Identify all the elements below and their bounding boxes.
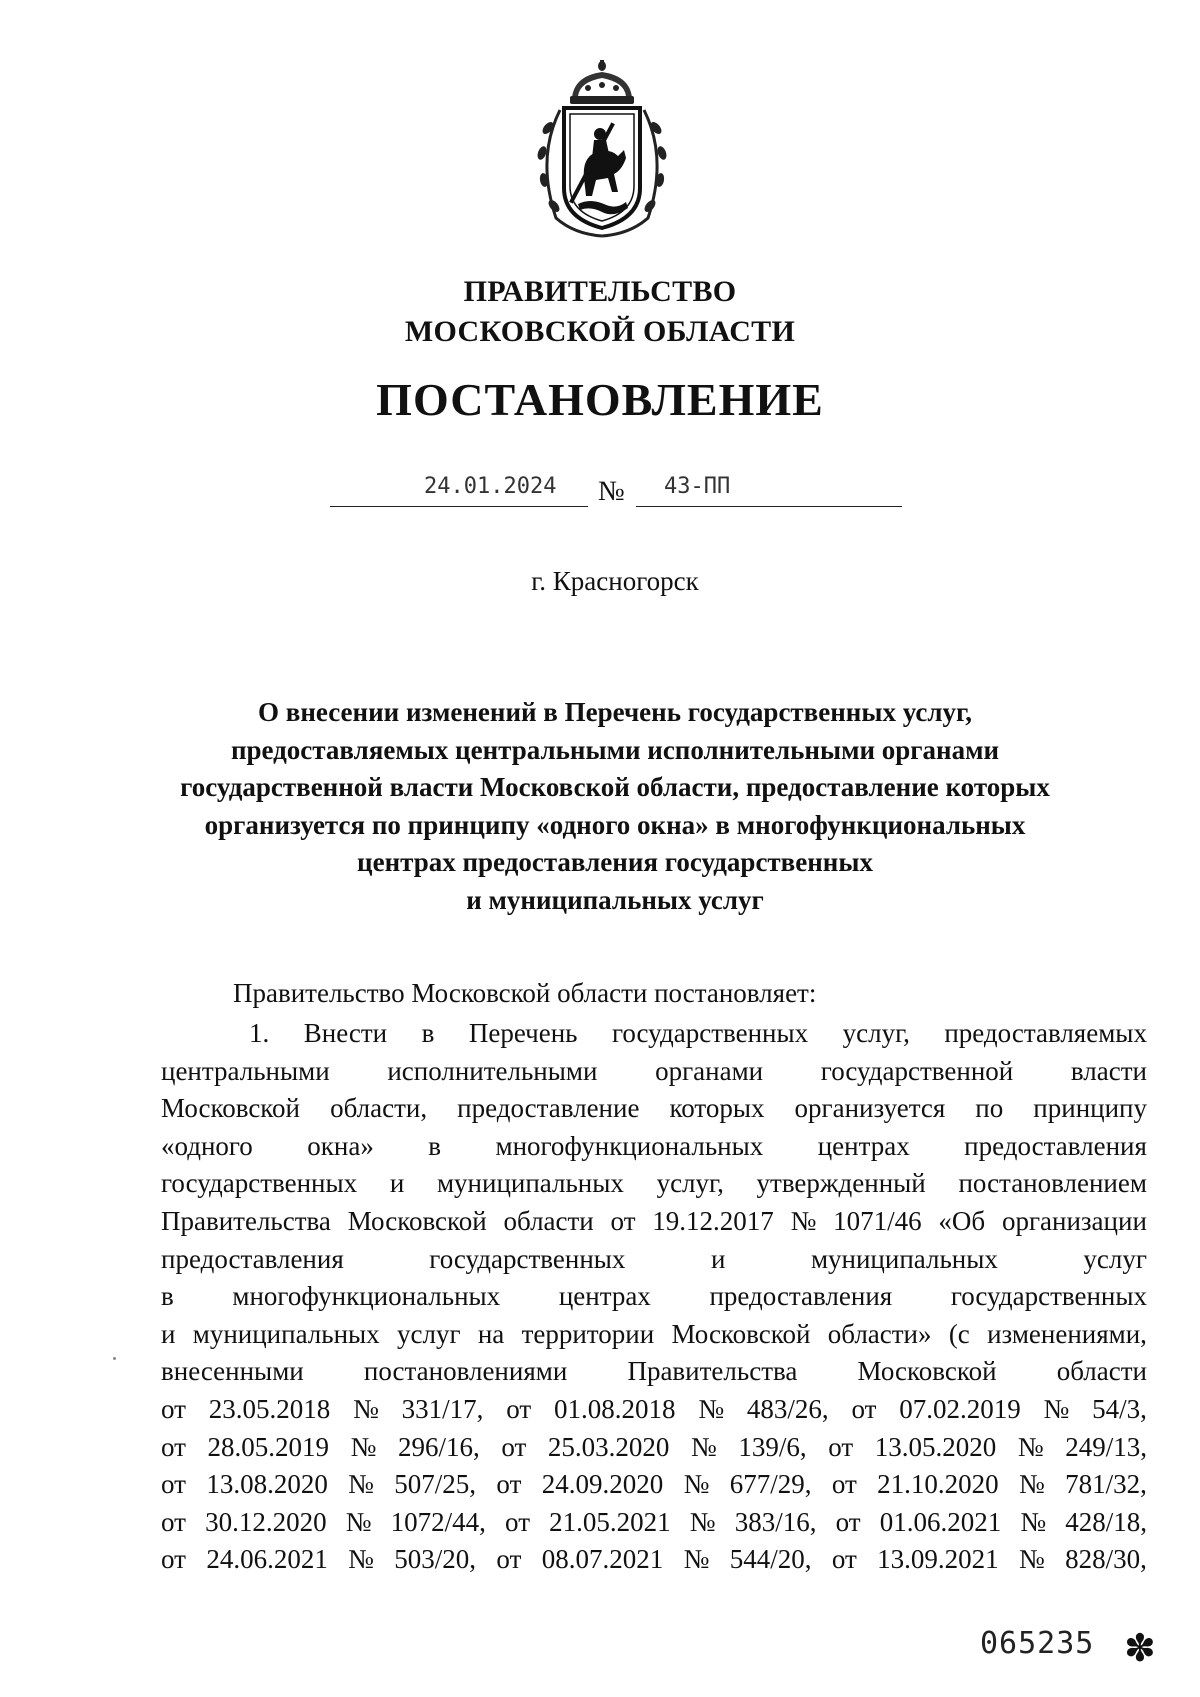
document-type-heading: ПОСТАНОВЛЕНИЕ bbox=[376, 374, 824, 425]
body-word: 21.10.2020 bbox=[877, 1469, 999, 1500]
subject-line: О внесении изменений в Перечень государственных услуг, bbox=[258, 697, 972, 727]
body-word: 1072/44, bbox=[390, 1506, 486, 1537]
body-word: № bbox=[698, 1393, 725, 1424]
body-word: и bbox=[161, 1318, 176, 1349]
body-word: центрах bbox=[558, 1281, 651, 1312]
body-word: 08.07.2021 bbox=[541, 1544, 664, 1575]
body-line bbox=[161, 1241, 1147, 1279]
body-word: центральными bbox=[161, 1055, 330, 1086]
body-word: № bbox=[1017, 1431, 1044, 1462]
body-word: (с bbox=[948, 1318, 970, 1349]
subject-line: предоставляемых центральными исполнительными органами bbox=[230, 734, 1000, 765]
body-word: многофункциональных bbox=[495, 1130, 764, 1161]
subject-line: центрах предоставления государственных bbox=[357, 847, 873, 877]
body-line bbox=[161, 1391, 1147, 1429]
subject-line: организуется по принципу «одного окна» в многофункциональных bbox=[204, 809, 1026, 840]
body-word: в bbox=[161, 1281, 174, 1312]
body-word: предоставление bbox=[457, 1093, 640, 1124]
body-line bbox=[161, 1466, 1147, 1504]
body-word: государственных bbox=[950, 1281, 1147, 1312]
body-word: которых bbox=[669, 1093, 765, 1124]
body-word: 507/25, bbox=[394, 1469, 477, 1500]
body-word: Перечень bbox=[468, 1018, 578, 1048]
body-word: Правительства bbox=[627, 1356, 798, 1387]
body-line bbox=[161, 1090, 1147, 1128]
body-word: 781/32, bbox=[1065, 1469, 1147, 1500]
body-word: организации bbox=[1001, 1205, 1147, 1236]
body-word: 01.08.2018 bbox=[554, 1393, 676, 1424]
body-word: многофункциональных bbox=[232, 1281, 501, 1312]
body-word: государственных bbox=[429, 1243, 626, 1274]
subject-line: государственной власти Московской области, предоставление которых bbox=[180, 772, 1050, 802]
body-word: от bbox=[161, 1544, 186, 1575]
body-word: «одного bbox=[161, 1130, 253, 1161]
body-line bbox=[161, 1353, 1147, 1391]
body-word: от bbox=[505, 1506, 530, 1537]
body-word: области» bbox=[827, 1318, 932, 1349]
body-line bbox=[161, 1316, 1147, 1354]
body-word: Московской bbox=[857, 1356, 997, 1387]
body-line bbox=[161, 1203, 1147, 1241]
body-line bbox=[161, 1128, 1147, 1166]
body-word: № bbox=[1020, 1506, 1047, 1537]
asterisk-star-icon: ✽ bbox=[1124, 1626, 1156, 1670]
body-word: 1071/46 bbox=[833, 1205, 922, 1236]
body-word: 19.12.2017 bbox=[652, 1205, 774, 1236]
body-word: 21.05.2021 bbox=[549, 1506, 671, 1537]
body-word: от bbox=[501, 1431, 527, 1462]
body-word: в bbox=[421, 1018, 435, 1048]
body-word: от bbox=[161, 1393, 186, 1424]
body-word: предоставляемых bbox=[944, 1018, 1147, 1048]
government-title bbox=[0, 272, 1200, 352]
body-word: № bbox=[348, 1544, 374, 1575]
body-word: 13.08.2020 bbox=[206, 1469, 328, 1500]
body-word: № bbox=[1043, 1393, 1070, 1424]
document-subject bbox=[150, 694, 1080, 919]
body-word: организуется bbox=[794, 1093, 946, 1124]
city-line: г. Красногорск bbox=[531, 566, 699, 596]
body-word: принципу bbox=[1033, 1093, 1147, 1124]
body-word: Московской bbox=[347, 1205, 487, 1236]
body-line bbox=[161, 1504, 1147, 1542]
body-word: от bbox=[610, 1205, 636, 1236]
body-word: 54/3, bbox=[1092, 1393, 1147, 1424]
body-line bbox=[161, 1015, 1147, 1053]
government-title-line-1: ПРАВИТЕЛЬСТВО bbox=[463, 275, 737, 308]
body-word: территории bbox=[521, 1318, 655, 1349]
body-word: предоставления bbox=[964, 1130, 1147, 1161]
body-word: государственных bbox=[611, 1018, 809, 1048]
body-line bbox=[161, 1541, 1147, 1579]
body-word: от bbox=[496, 1469, 522, 1500]
document-serial-number: 065235 bbox=[980, 1626, 1095, 1661]
body-word: области bbox=[1056, 1356, 1147, 1387]
body-word: предоставления bbox=[161, 1243, 344, 1274]
body-word: изменениями, bbox=[987, 1318, 1147, 1349]
body-word: предоставления bbox=[709, 1281, 893, 1312]
body-word: органами bbox=[655, 1055, 764, 1086]
body-word: области bbox=[503, 1205, 594, 1236]
body-word: государственных bbox=[161, 1168, 358, 1199]
body-word: от bbox=[828, 1431, 854, 1462]
body-word: от bbox=[506, 1393, 532, 1424]
body-word: 428/18, bbox=[1065, 1506, 1147, 1537]
body-word: центрах bbox=[817, 1130, 910, 1161]
body-word: 23.05.2018 bbox=[208, 1393, 331, 1424]
body-word: постановлениями bbox=[363, 1356, 568, 1387]
body-word: № bbox=[683, 1469, 710, 1500]
body-word: 139/6, bbox=[738, 1431, 807, 1462]
body-line bbox=[161, 1429, 1147, 1467]
body-word: 828/30, bbox=[1065, 1544, 1147, 1575]
body-word: от bbox=[161, 1469, 186, 1500]
body-word: от bbox=[831, 1544, 857, 1575]
body-line bbox=[161, 1278, 1147, 1316]
body-word: области, bbox=[330, 1093, 428, 1124]
body-word: 1. bbox=[249, 1018, 270, 1048]
body-word: от bbox=[161, 1506, 186, 1537]
body-word: 383/16, bbox=[734, 1506, 817, 1537]
body-word: № bbox=[1019, 1544, 1045, 1575]
body-word: № bbox=[689, 1506, 716, 1537]
government-title-line-2: МОСКОВСКОЙ ОБЛАСТИ bbox=[404, 315, 796, 348]
body-word: 13.09.2021 bbox=[877, 1544, 999, 1575]
body-word: 24.06.2021 bbox=[206, 1544, 328, 1575]
body-word: от bbox=[496, 1544, 522, 1575]
body-word: 13.05.2020 bbox=[874, 1431, 997, 1462]
margin-speck bbox=[113, 1357, 116, 1360]
body-word: внесенными bbox=[161, 1356, 304, 1387]
body-word: услуг bbox=[396, 1318, 461, 1349]
body-word: утвержденный bbox=[756, 1168, 926, 1199]
body-word: и bbox=[389, 1168, 405, 1199]
body-word: № bbox=[683, 1544, 710, 1575]
body-word: Правительства bbox=[161, 1205, 331, 1236]
body-word: по bbox=[975, 1093, 1004, 1124]
body-word: № bbox=[348, 1469, 374, 1500]
body-word: № bbox=[350, 1431, 377, 1462]
body-paragraph bbox=[161, 1015, 1147, 1579]
body-word: Внести bbox=[303, 1018, 388, 1048]
body-word: 249/13, bbox=[1065, 1431, 1147, 1462]
body-word: № bbox=[1019, 1469, 1045, 1500]
body-word: 296/16, bbox=[398, 1431, 480, 1462]
body-word: 07.02.2019 bbox=[899, 1393, 1021, 1424]
body-word: 331/17, bbox=[401, 1393, 484, 1424]
body-word: от bbox=[835, 1506, 861, 1537]
body-word: Московской bbox=[671, 1318, 811, 1349]
body-word: муниципальных bbox=[810, 1243, 998, 1274]
body-word: 544/20, bbox=[729, 1544, 812, 1575]
body-word: в bbox=[428, 1130, 442, 1161]
body-word: 483/26, bbox=[746, 1393, 829, 1424]
body-word: от bbox=[161, 1431, 186, 1462]
body-word: муниципальных bbox=[436, 1168, 624, 1199]
body-word: 28.05.2019 bbox=[207, 1431, 330, 1462]
body-word: власти bbox=[1070, 1055, 1147, 1086]
body-word: исполнительными bbox=[387, 1055, 598, 1086]
body-word: № bbox=[345, 1506, 372, 1537]
body-word: услуг, bbox=[656, 1168, 724, 1199]
number-value: 43-ПП bbox=[664, 474, 731, 499]
body-word: Московской bbox=[161, 1093, 301, 1124]
body-word: 01.06.2021 bbox=[879, 1506, 1002, 1537]
body-word: 503/20, bbox=[394, 1544, 477, 1575]
subject-line: и муниципальных услуг bbox=[466, 884, 764, 915]
number-field bbox=[636, 474, 902, 507]
body-word: № bbox=[691, 1431, 717, 1462]
body-word: услуг, bbox=[842, 1018, 910, 1048]
date-field bbox=[330, 474, 588, 507]
number-sign: № bbox=[598, 476, 625, 507]
body-word: государственной bbox=[820, 1055, 1014, 1086]
intro-paragraph: Правительство Московской области постановляет: bbox=[233, 978, 817, 1008]
body-word: от bbox=[851, 1393, 877, 1424]
body-word: 25.03.2020 bbox=[547, 1431, 670, 1462]
body-word: 677/29, bbox=[729, 1469, 812, 1500]
coat-of-arms-emblem bbox=[530, 58, 674, 240]
body-word: окна» bbox=[307, 1130, 374, 1161]
body-word: постановлением bbox=[958, 1168, 1147, 1199]
body-word: и bbox=[710, 1243, 726, 1274]
body-word: «Об bbox=[938, 1205, 986, 1236]
body-word: № bbox=[790, 1205, 817, 1236]
body-word: на bbox=[477, 1318, 505, 1349]
body-word: 30.12.2020 bbox=[205, 1506, 327, 1537]
body-line bbox=[161, 1053, 1147, 1091]
body-word: 24.09.2020 bbox=[541, 1469, 664, 1500]
body-word: от bbox=[831, 1469, 857, 1500]
body-word: муниципальных bbox=[192, 1318, 380, 1349]
body-word: № bbox=[353, 1393, 379, 1424]
body-line bbox=[161, 1165, 1147, 1203]
body-word: услуг bbox=[1083, 1243, 1147, 1274]
date-value: 24.01.2024 bbox=[424, 474, 557, 499]
